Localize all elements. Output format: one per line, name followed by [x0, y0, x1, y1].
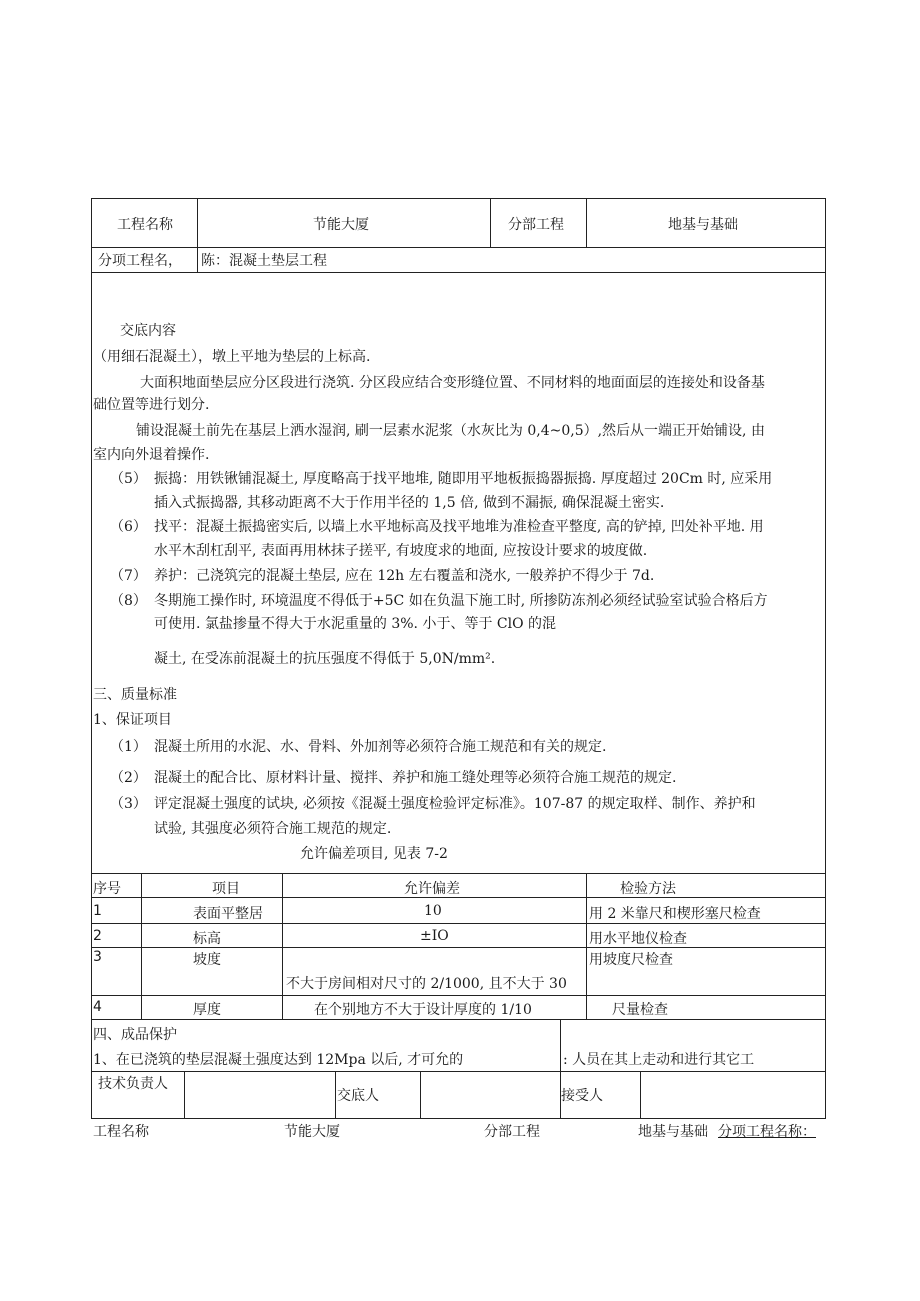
table-header-item: 项目	[212, 881, 240, 897]
project-name-label: 工程名称	[117, 217, 173, 233]
table-cell-item: 坡度	[193, 952, 221, 968]
subitem-label: 分项工程名，	[98, 253, 182, 269]
handover-label: 交底人	[337, 1088, 379, 1104]
content-line: 础位置等进行划分.	[93, 397, 210, 413]
item-number: （7）	[110, 568, 147, 584]
item-number: （1）	[110, 739, 147, 755]
table-cell-no: 2	[93, 928, 102, 944]
item-line: 养护：己浇筑完的混凝土垫层, 应在 12h 左右覆盖和浇水, 一般养护不得少于 7d.	[154, 568, 655, 584]
table-header-method: 检验方法	[620, 881, 676, 897]
table-cell-method: 用 2 米靠尺和楔形塞尺检查	[589, 906, 761, 922]
footer-project-label: 工程名称	[93, 1124, 149, 1140]
footer-subitem-label: 分项工程名称：	[718, 1124, 816, 1140]
content-line: 大面积地面垫层应分区段进行浇筑. 分区段应结合变形缝位置、不同材料的地面面层的连接处和设备基	[140, 375, 765, 391]
item-line: 凝土, 在受冻前混凝土的抗压强度不得低于 5,0N∕mm².	[154, 651, 496, 667]
content-line: 室内向外退着操作.	[93, 447, 210, 463]
item-line: 水平木刮杠刮平, 表面再用林抹子搓平, 有坡度求的地面, 应按设计要求的坡度做.	[154, 543, 648, 559]
footer-project-value: 节能大厦	[284, 1124, 340, 1140]
item-line: 插入式振捣器, 其移动距离不大于作用半径的 1,5 倍, 做到不漏振, 确保混凝土密实.	[154, 495, 665, 511]
item-number: （6）	[110, 519, 147, 535]
item-line: 混凝土的配合比、原材料计量、搅拌、养护和施工缝处理等必须符合施工规范的规定.	[154, 770, 677, 786]
content-heading: 交底内容	[120, 323, 176, 339]
table-cell-item: 厚度	[193, 1002, 221, 1018]
content-line: （用细石混凝土），墩上平地为垫层的上标高.	[93, 349, 371, 365]
table-cell-method: 尺量检查	[612, 1002, 668, 1018]
content-line: 铺设混凝土前先在基层上洒水湿润, 刷一层素水泥浆（水灰比为 0,4~0,5）,然后从一端正开始铺设, 由	[136, 423, 765, 439]
subitem-value: 陈：混凝土垫层工程	[201, 253, 327, 269]
table-cell-item: 表面平整居	[193, 906, 263, 922]
item-line: 试验, 其强度必须符合施工规范的规定.	[154, 821, 392, 837]
item-number: （2）	[110, 770, 147, 786]
footer-division-value: 地基与基础	[638, 1124, 708, 1140]
table-cell-item: 标高	[193, 931, 221, 947]
tolerance-caption: 允许偏差项目, 见表 7-2	[300, 846, 448, 862]
receiver-label: 接受人	[561, 1088, 603, 1104]
division-label: 分部工程	[508, 217, 564, 233]
item-number: （5）	[110, 471, 147, 487]
table-cell-no: 1	[93, 903, 102, 919]
table-cell-no: 4	[93, 999, 102, 1015]
item-number: （3）	[110, 796, 147, 812]
item-line: 可使用. 氯盐掺量不得大于水泥重量的 3%. 小于、等于 ClO 的混	[154, 616, 557, 632]
item-line: 振捣：用铁锹铺混凝土, 厚度略高于找平地堆, 随即用平地板振捣器振捣. 厚度超过 20Cm 时, 应采用	[154, 471, 773, 487]
quality-title: 三、质量标准	[93, 687, 177, 703]
table-cell-no: 3	[93, 949, 102, 965]
footer-division-label: 分部工程	[484, 1124, 540, 1140]
table-cell-tolerance: 10	[424, 903, 442, 919]
project-name-value: 节能大厦	[313, 217, 369, 233]
table-cell-tolerance: 在个别地方不大于设计厚度的 1/10	[314, 1002, 532, 1018]
table-header-no: 序号	[93, 881, 121, 897]
item-line: 评定混凝土强度的试块, 必须按《混凝土强度检验评定标准》。107-87 的规定取样、制作、养护和	[154, 796, 756, 812]
table-cell-method: 用坡度尺检查	[589, 952, 673, 968]
item-number: （8）	[110, 593, 147, 609]
division-value: 地基与基础	[668, 217, 738, 233]
item-line: 冬期施工操作时, 环境温度不得低于+5C 如在负温下施工时, 所掺防冻剂必须经试验室试验合格后方	[154, 593, 768, 609]
item-line: 找平：混凝土振捣密实后, 以墙上水平地标高及找平地堆为准检查平整度, 高的铲掉, 凹处补平地. 用	[154, 519, 764, 535]
table-cell-tolerance: 不大于房间相对尺寸的 2/1000, 且不大于 30	[286, 976, 567, 992]
protection-text-left: 1、在已浇筑的垫层混凝土强度达到 12Mpa 以后, 才可允的	[93, 1052, 464, 1068]
item-line: 混凝土所用的水泥、水、骨料、外加剂等必须符合施工规范和有关的规定.	[154, 739, 607, 755]
protection-title: 四、成品保护	[93, 1027, 177, 1043]
table-cell-method: 用水平地仪检查	[589, 931, 687, 947]
table-header-tolerance: 允许偏差	[404, 881, 460, 897]
protection-text-right: : 人员在其上走动和进行其它工	[563, 1052, 755, 1068]
table-cell-tolerance: ±IO	[420, 928, 449, 944]
guarantee-title: 1、保证项目	[93, 712, 172, 728]
tech-lead-label: 技术负责人	[98, 1076, 168, 1092]
